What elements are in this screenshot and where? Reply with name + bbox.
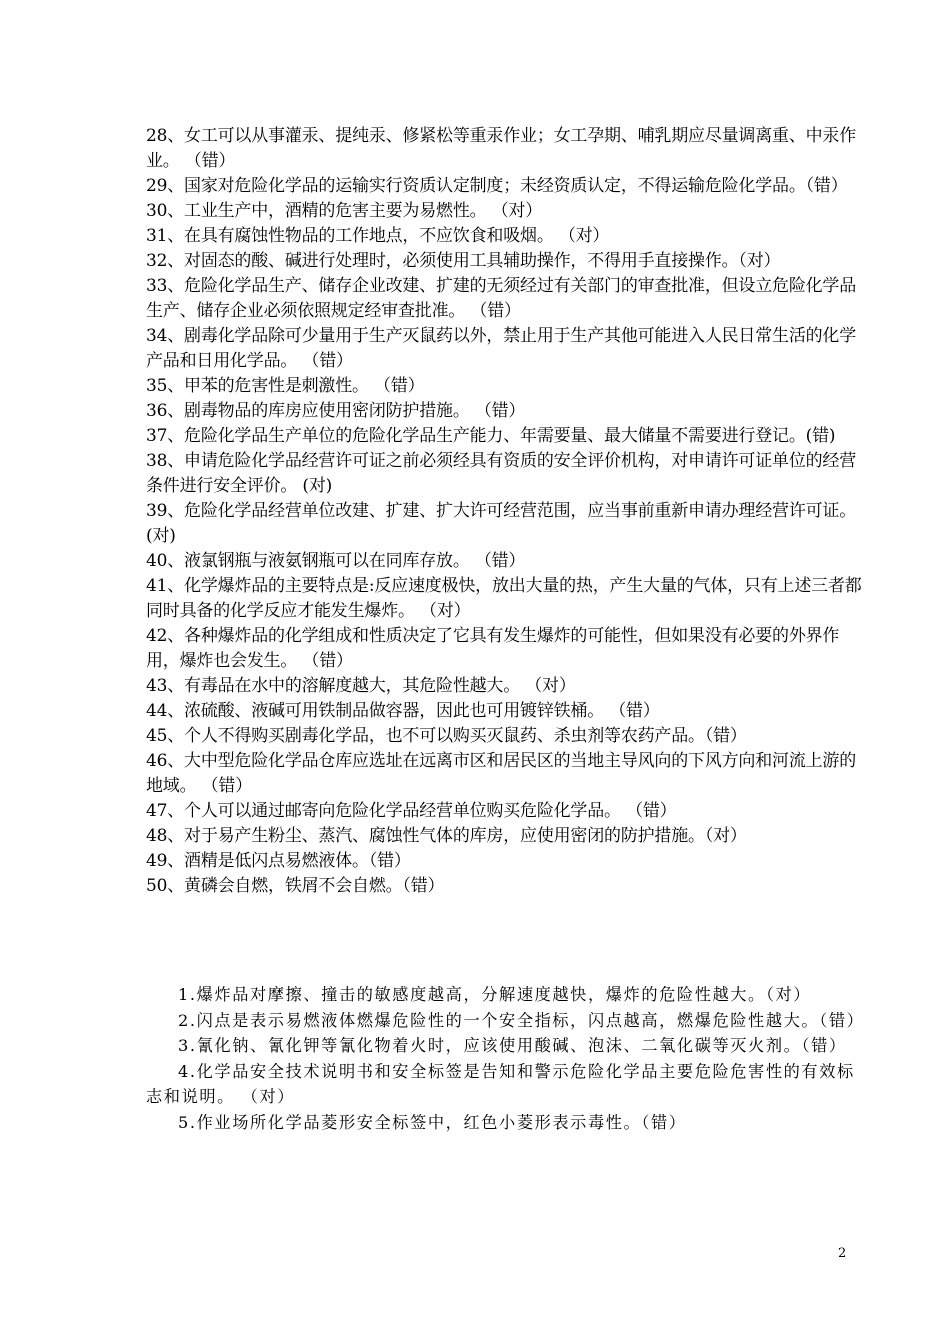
page-number: 2 bbox=[838, 1246, 847, 1261]
question-b-4: 4.化学品安全技术说明书和安全标签是告知和警示危险化学品主要危险危害性的有效标志和说明。 （对） bbox=[146, 1061, 855, 1106]
question-45: 45、个人不得购买剧毒化学品，也不可以购买灭鼠药、杀虫剂等农药产品。（错） bbox=[146, 726, 747, 746]
question-44: 44、浓硫酸、液碱可用铁制品做容器，因此也可用镀锌铁桶。 （错） bbox=[146, 701, 660, 721]
question-43: 43、有毒品在水中的溶解度越大，其危险性越大。 （对） bbox=[146, 676, 576, 696]
true-false-questions-28-50 bbox=[146, 124, 866, 899]
question-39: 39、危险化学品经营单位改建、扩建、扩大许可经营范围，应当事前重新申请办理经营许可证。 (对) bbox=[146, 501, 857, 546]
question-b-2: 2.闪点是表示易燃液体燃爆危险性的一个安全指标，闪点越高，燃爆危险性越大。（错） bbox=[178, 1010, 865, 1030]
true-false-questions-1-5 bbox=[146, 982, 865, 1135]
question-31: 31、在具有腐蚀性物品的工作地点，不应饮食和吸烟。 （对） bbox=[146, 226, 610, 246]
question-46: 46、大中型危险化学品仓库应选址在远离市区和居民区的当地主导风向的下风方向和河流上游的地域。 （错） bbox=[146, 751, 857, 796]
question-b-5: 5.作业场所化学品菱形安全标签中，红色小菱形表示毒性。（错） bbox=[178, 1112, 687, 1132]
question-49: 49、酒精是低闪点易燃液体。（错） bbox=[146, 851, 411, 871]
question-40: 40、液氯钢瓶与液氨钢瓶可以在同库存放。 （错） bbox=[146, 551, 526, 571]
question-33: 33、危险化学品生产、储存企业改建、扩建的无须经过有关部门的审查批准，但设立危险化学品生产、储存企业必须依照规定经审查批准。 （错） bbox=[146, 276, 857, 321]
question-41: 41、化学爆炸品的主要特点是:反应速度极快，放出大量的热，产生大量的气体，只有上述三者都同时具备的化学反应才能发生爆炸。 （对） bbox=[146, 576, 862, 621]
question-29: 29、国家对危险化学品的运输实行资质认定制度；未经资质认定，不得运输危险化学品。（错） bbox=[146, 176, 848, 196]
question-47: 47、个人可以通过邮寄向危险化学品经营单位购买危险化学品。 （错） bbox=[146, 801, 677, 821]
question-36: 36、剧毒物品的库房应使用密闭防护措施。 （错） bbox=[146, 401, 526, 421]
question-30: 30、工业生产中，酒精的危害主要为易燃性。 （对） bbox=[146, 201, 543, 221]
question-38: 38、申请危险化学品经营许可证之前必须经具有资质的安全评价机构，对申请许可证单位的经营条件进行安全评价。 (对) bbox=[146, 451, 857, 496]
question-42: 42、各种爆炸品的化学组成和性质决定了它具有发生爆炸的可能性，但如果没有必要的外界作用，爆炸也会发生。 （错） bbox=[146, 626, 840, 671]
question-b-1: 1.爆炸品对摩擦、撞击的敏感度越高，分解速度越快，爆炸的危险性越大。（对） bbox=[178, 985, 812, 1004]
question-34: 34、剧毒化学品除可少量用于生产灭鼠药以外，禁止用于生产其他可能进入人民日常生活的化学产品和日用化学品。 （错） bbox=[146, 326, 857, 371]
question-37: 37、危险化学品生产单位的危险化学品生产能力、年需要量、最大储量不需要进行登记。(错) bbox=[146, 426, 836, 446]
question-32: 32、对固态的酸、碱进行处理时，必须使用工具辅助操作，不得用手直接操作。（对） bbox=[146, 251, 781, 271]
question-28: 28、女工可以从事灌汞、提纯汞、修紧松等重汞作业；女工孕期、哺乳期应尽量调离重、中汞作业。 （错） bbox=[146, 126, 857, 171]
question-b-3: 3.氰化钠、氰化钾等氰化物着火时，应该使用酸碱、泡沫、二氧化碳等灭火剂。（错） bbox=[178, 1036, 847, 1055]
question-48: 48、对于易产生粉尘、蒸汽、腐蚀性气体的库房，应使用密闭的防护措施。（对） bbox=[146, 826, 747, 846]
question-50: 50、黄磷会自燃，铁屑不会自燃。（错） bbox=[146, 876, 445, 896]
question-35: 35、甲苯的危害性是刺激性。 （错） bbox=[146, 376, 425, 396]
